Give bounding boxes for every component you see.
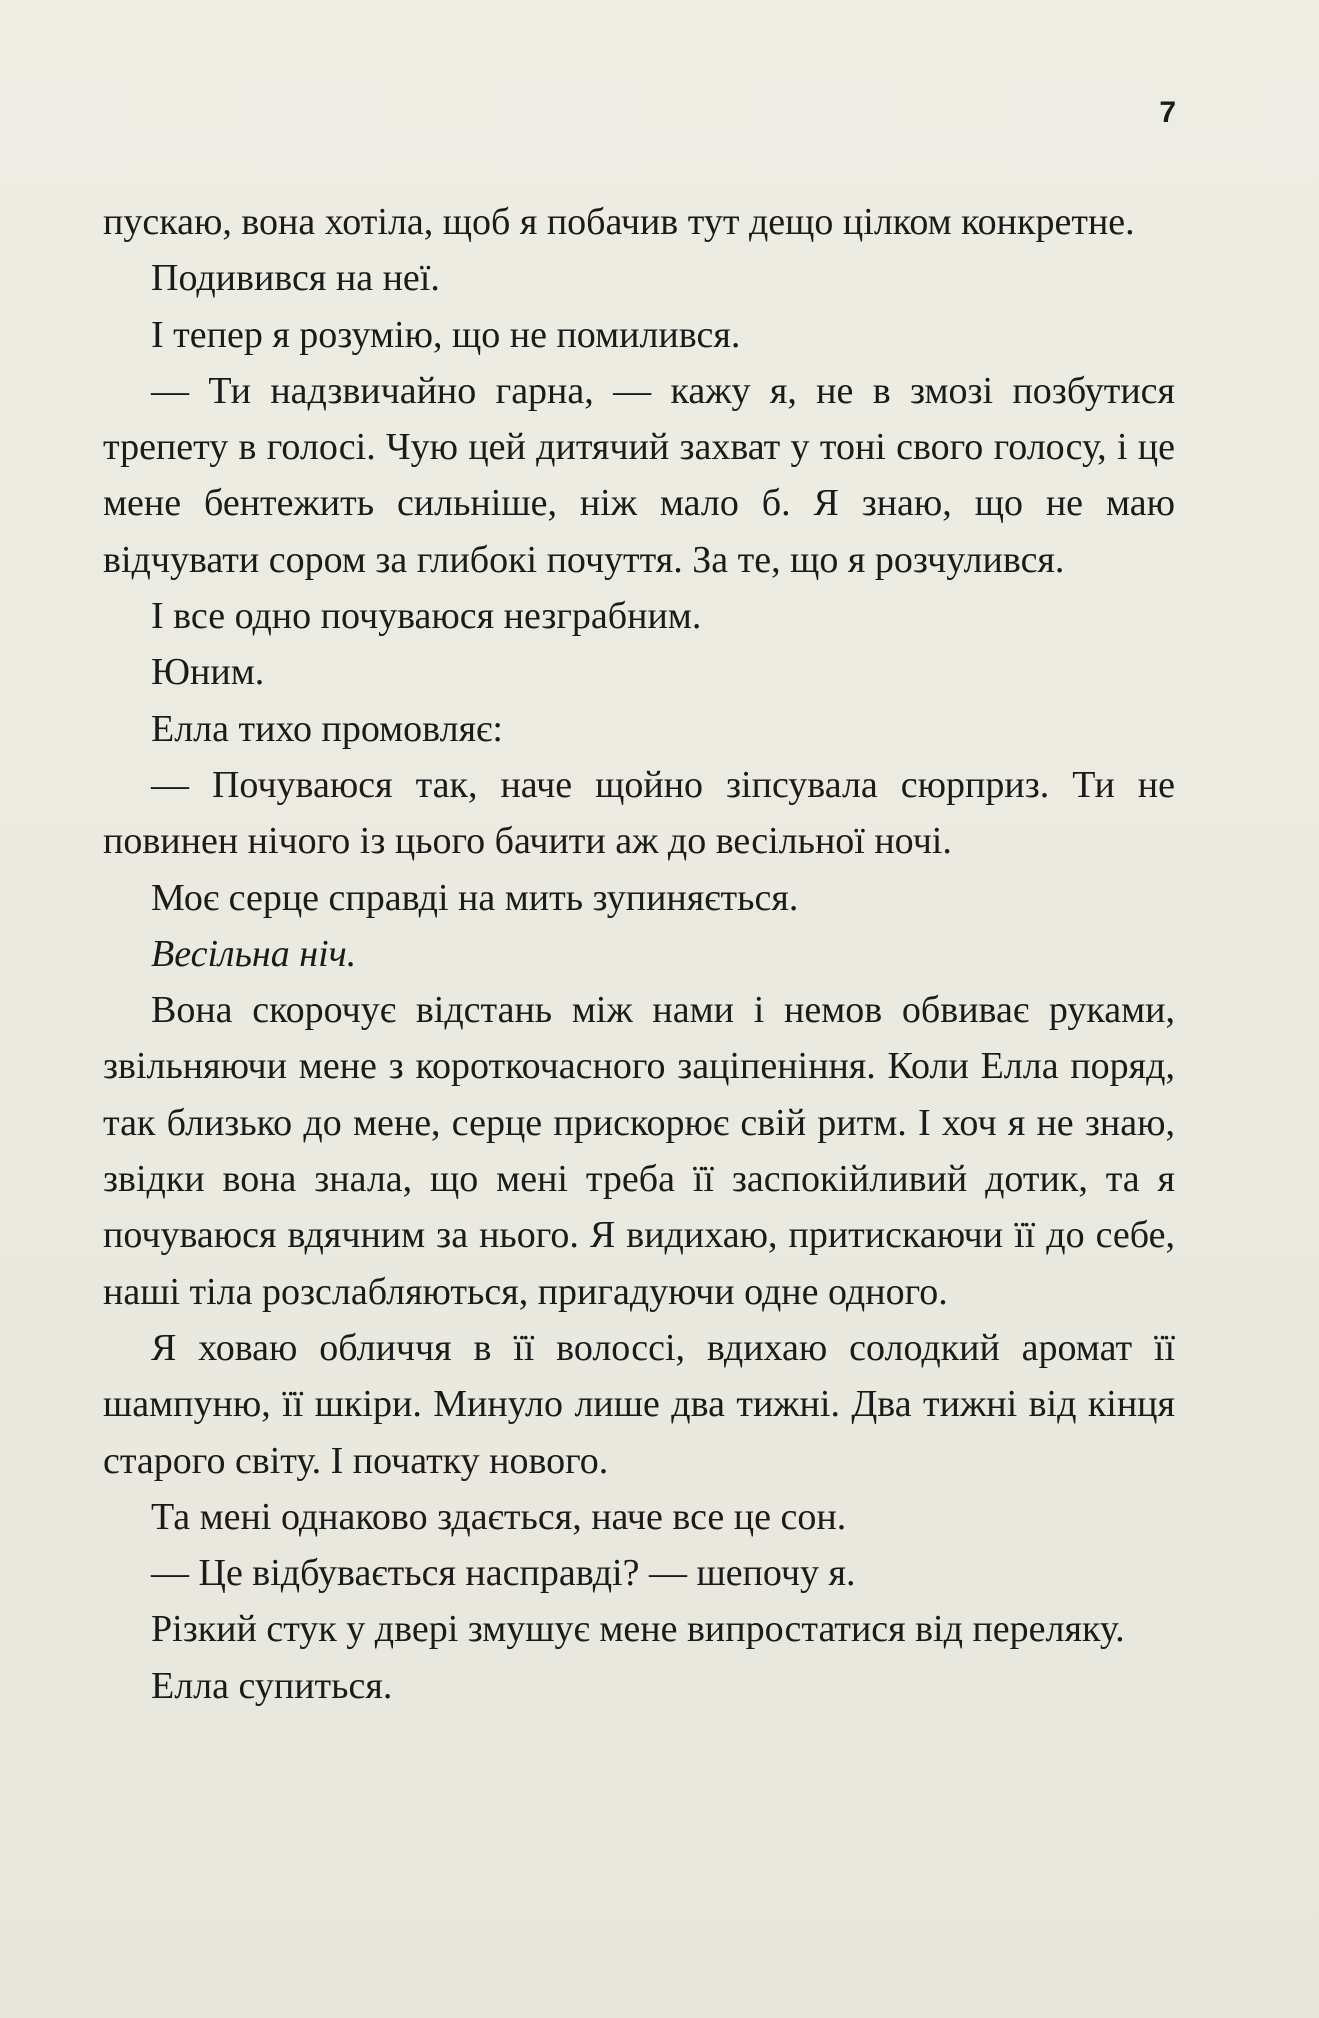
paragraph: Елла супиться. xyxy=(151,1664,393,1707)
paragraph: І все одно почуваюся незграбним. xyxy=(151,595,702,638)
paragraph: Та мені однаково здається, наче все це сон. xyxy=(151,1495,847,1538)
paragraph: Юним. xyxy=(151,651,265,694)
paragraph: пускаю, вона хотіла, щоб я побачив тут дещо цілком конкретне. xyxy=(103,201,1135,243)
paragraph: Елла тихо промовляє: xyxy=(151,707,503,750)
paragraph: Вона скорочує відстань між нами і немов обвиває руками, звільняючи мене з короткочасного заціпеніння. Коли Елла поряд, так близько до мене, серце прискорює свій ритм. І хоч я не знаю, звідки вона знала, що мені треба її заспокійливий дотик, та я почуваюся вдячним за нього. Я видихаю, притискаючи її до себе, наші тіла розслабляються, пригадуючи одне одного. xyxy=(103,989,1175,1313)
paragraph: Подивився на неї. xyxy=(151,257,440,300)
paragraph: Моє серце справді на мить зупиняється. xyxy=(151,876,799,919)
paragraph: — Почуваюся так, наче щойно зіпсувала сюрприз. Ти не повинен нічого із цього бачити аж до весільної ночі. xyxy=(103,763,1175,863)
paragraph: Я ховаю обличчя в її волоссі, вдихаю солодкий аромат її шампуню, її шкіри. Минуло лише два тижні. Два тижні від кінця старого світу. І початку нового. xyxy=(103,1326,1175,1482)
paragraph: — Це відбувається насправді? — шепочу я. xyxy=(151,1552,856,1595)
paragraph: — Ти надзвичайно гарна, — кажу я, не в змозі позбутися трепету в голосі. Чую цей дитячий захват у тоні свого голосу, і це мене бентежить сильніше, ніж мало б. Я знаю, що не маю відчувати сором за глибокі почуття. За те, що я розчулився. xyxy=(103,369,1175,581)
paragraph: І тепер я розумію, що не помилився. xyxy=(151,313,741,356)
page-number: 7 xyxy=(1159,96,1176,129)
body-text xyxy=(103,194,1175,1714)
paragraph: Різкий стук у двері змушує мене випростатися від переляку. xyxy=(151,1608,1125,1651)
paragraph-italic: Весільна ніч. xyxy=(151,932,357,975)
